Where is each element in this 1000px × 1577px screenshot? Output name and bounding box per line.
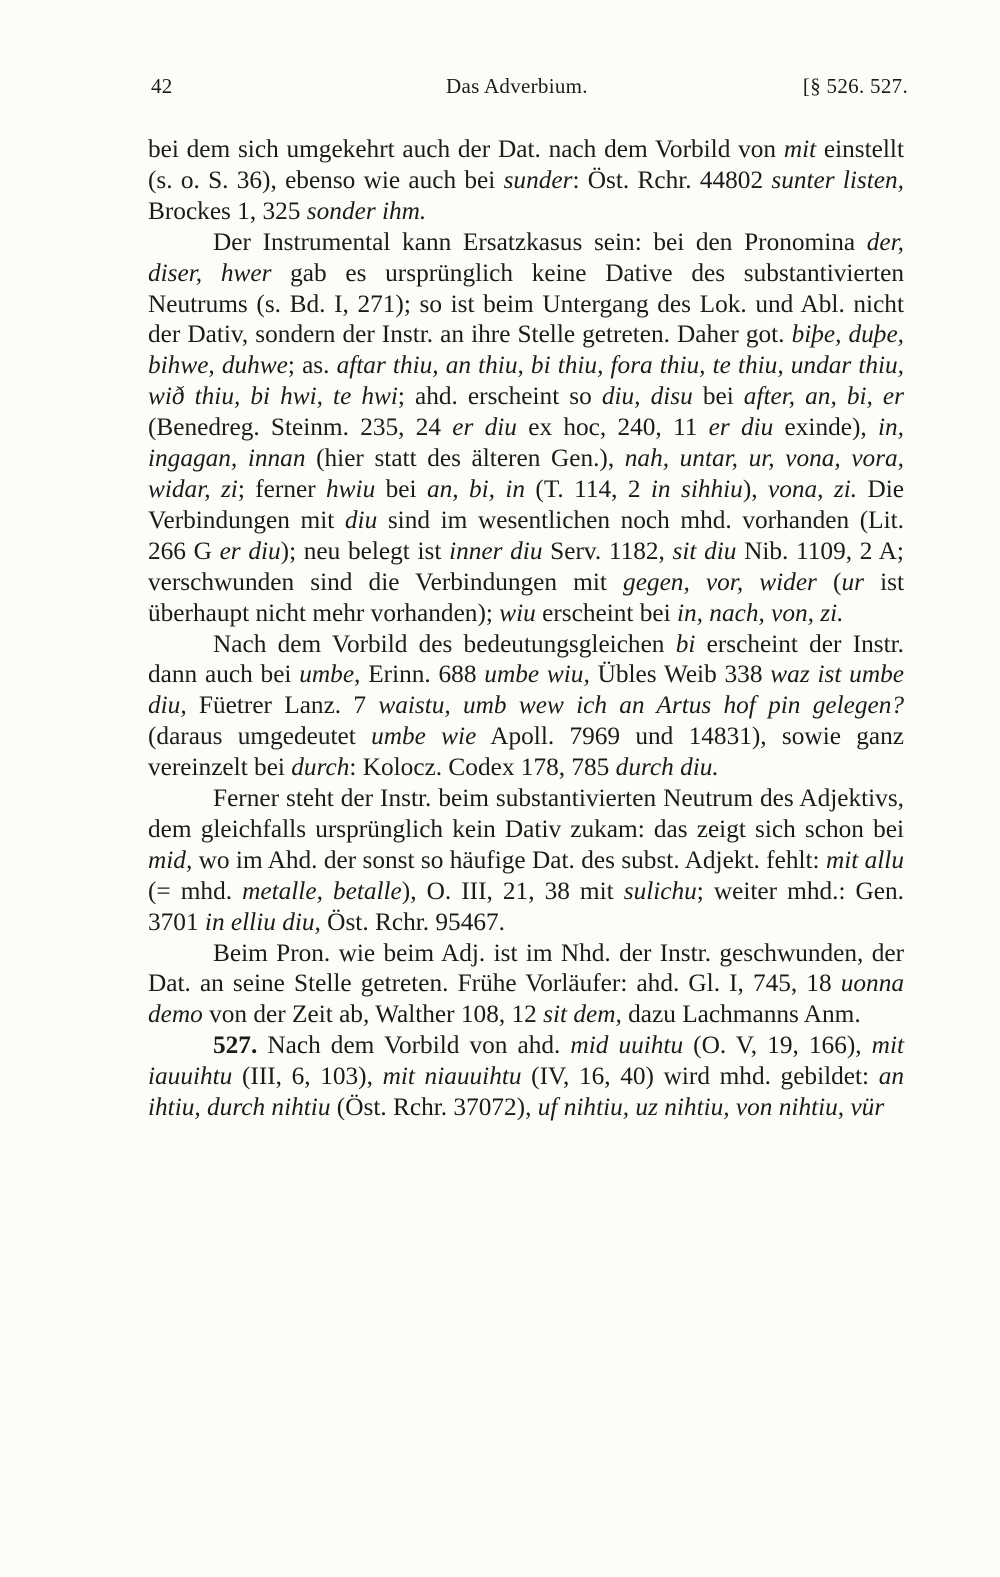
italic-citation: durch diu. xyxy=(615,753,719,782)
italic-citation: umbe wie xyxy=(371,722,477,751)
text-run: (IV, 16, 40) wird mhd. gebildet: xyxy=(521,1062,879,1091)
italic-citation: aftar thiu, an thiu, bi thiu, fora thiu, te thiu, undar thiu, wið thiu, bi hwi, te hwi xyxy=(148,351,905,411)
italic-citation: after, an, bi, er xyxy=(743,382,904,411)
italic-citation: sulichu xyxy=(623,876,697,905)
italic-citation: ur xyxy=(841,567,864,596)
italic-citation: in sihhiu xyxy=(650,474,743,503)
text-run: ist überhaupt nicht mehr vorhanden); xyxy=(148,567,905,627)
text-run: ), xyxy=(742,474,768,503)
italic-citation: sunter listen, xyxy=(771,165,904,194)
text-run: ex hoc, 240, 11 xyxy=(516,413,709,442)
text-run: (daraus umgedeutet xyxy=(148,722,372,751)
text-run: gab es ursprünglich keine Dative des substantivierten Neutrums (s. Bd. I, 271); so ist beim Untergang des Lok. und Abl. nicht der Dativ, sondern der Instr. an ihre Stelle getreten. Daher got. xyxy=(148,258,904,349)
italic-citation: er diu xyxy=(708,413,774,442)
text-run: exinde), xyxy=(773,413,878,442)
text-run: von der Zeit ab, Walther 108, 12 xyxy=(202,1000,544,1029)
text-run: sind im wesentlichen noch mhd. vorhanden (Lit. 266 G xyxy=(148,505,904,565)
text-run: Ferner steht der Instr. beim substantivierten Neutrum des Adjektivs, dem gleichfalls ursprünglich kein Dativ zukam: das zeigt sich schon bei xyxy=(148,784,904,843)
text-run: (= mhd. xyxy=(148,876,243,905)
text-run: ; ahd. erscheint so xyxy=(397,382,602,411)
italic-citation: er diu xyxy=(452,413,517,442)
text-run: einstellt (s. o. S. 36), ebenso wie auch bei xyxy=(148,135,904,194)
italic-citation: in, ingagan, innan xyxy=(148,413,904,473)
italic-citation: durch xyxy=(291,753,350,782)
text-run: Brockes 1, 325 xyxy=(148,196,307,225)
italic-citation: mit niauuihtu xyxy=(382,1062,522,1091)
italic-citation: waistu, umb wew ich an Artus hof pin gelegen? xyxy=(378,691,904,720)
text-run: ), O. III, 21, 38 mit xyxy=(401,876,624,905)
body-text xyxy=(148,134,904,1123)
italic-citation: metalle, betalle xyxy=(242,876,402,905)
paragraph xyxy=(148,629,904,784)
italic-citation: waz ist umbe diu, xyxy=(148,660,904,720)
italic-citation: an, bi, in xyxy=(426,474,526,503)
text-run: dazu Lachmanns Anm. xyxy=(621,1000,861,1029)
text-run: Öst. Rchr. 95467. xyxy=(320,907,505,936)
italic-citation: mit xyxy=(783,135,817,163)
section-number: 527. xyxy=(213,1031,258,1060)
text-run: ; weiter mhd.: Gen. 3701 xyxy=(148,876,904,936)
italic-citation: er diu xyxy=(219,536,281,565)
text-run: : Kolocz. Codex 178, 785 xyxy=(349,753,616,782)
text-run: Serv. 1182, xyxy=(542,536,673,565)
text-run: (O. V, 19, 166), xyxy=(683,1031,872,1060)
section-reference: [§ 526. 527. xyxy=(802,74,908,98)
text-run: (Öst. Rchr. 37072), xyxy=(330,1093,538,1122)
text-run: Nach dem Vorbild des bedeutungsgleichen xyxy=(213,629,676,658)
text-run: Der Instrumental kann Ersatzkasus sein: bei den Pronomina xyxy=(213,227,867,256)
italic-citation: diu xyxy=(344,505,378,534)
italic-citation: sit diu xyxy=(672,536,737,565)
italic-citation: gegen, vor, wider xyxy=(623,567,817,596)
text-run: : Öst. Rchr. 44802 xyxy=(572,165,772,194)
text-run: (Benedreg. Steinm. 235, 24 xyxy=(148,413,453,442)
italic-citation: mit iauuihtu xyxy=(148,1031,904,1091)
italic-citation: hwiu xyxy=(326,474,376,503)
text-run: Übles Weib 338 xyxy=(589,660,771,689)
italic-citation: sonder ihm. xyxy=(306,196,427,225)
text-run: erscheint bei xyxy=(535,598,677,627)
paragraph xyxy=(148,227,904,629)
italic-citation: biþe, duþe, bihwe, duhwe xyxy=(148,320,904,380)
text-run: Erinn. 688 xyxy=(360,660,485,689)
text-run: bei dem sich umgekehrt auch der Dat. nach dem Vorbild von xyxy=(148,135,784,163)
italic-citation: in elliu diu, xyxy=(204,907,321,936)
italic-citation: in, nach, von, zi. xyxy=(676,598,844,627)
paragraph xyxy=(148,134,904,227)
text-run: wo im Ahd. der sonst so häufige Dat. des subst. Adjekt. fehlt: xyxy=(192,845,826,874)
italic-citation: sunder xyxy=(503,165,573,194)
italic-citation: wiu xyxy=(499,598,536,627)
text-run: ); neu belegt ist xyxy=(280,536,450,565)
text-run: bei xyxy=(692,382,744,411)
text-run: (III, 6, 103), xyxy=(232,1062,383,1091)
running-title: Das Adverbium. xyxy=(446,74,588,98)
italic-citation: vona, zi. xyxy=(767,474,858,503)
italic-citation: mid uuihtu xyxy=(570,1031,684,1060)
text-run: Apoll. 7969 und 14831), sowie ganz vereinzelt bei xyxy=(148,722,905,782)
italic-citation: der, diser, hwer xyxy=(148,227,904,287)
text-run: bei xyxy=(375,474,427,503)
italic-citation: diu, disu xyxy=(601,382,693,411)
text-run: ; as. xyxy=(287,351,337,380)
text-run: (T. 114, 2 xyxy=(525,474,651,503)
italic-citation: sit dem, xyxy=(543,1000,622,1029)
italic-citation: uonna demo xyxy=(148,969,904,1029)
italic-citation: an ihtiu, durch nihtiu xyxy=(148,1062,905,1122)
text-run: Beim Pron. wie beim Adj. ist im Nhd. der Instr. geschwunden, der Dat. an seine Stelle getreten. Frühe Vorläufer: ahd. Gl. I, 745, 18 xyxy=(148,938,904,998)
italic-citation: umbe, xyxy=(299,660,361,689)
text-run: ( xyxy=(816,567,842,596)
italic-citation: nah, untar, ur, vona, vora, widar, zi xyxy=(148,444,905,503)
text-run: erscheint der Instr. dann auch bei xyxy=(148,629,904,689)
text-run: Füetrer Lanz. 7 xyxy=(186,691,379,720)
text-run: Nib. 1109, 2 A; verschwunden sind die Verbindungen mit xyxy=(148,536,904,596)
paragraph xyxy=(148,783,904,938)
italic-citation: mid, xyxy=(148,845,193,874)
italic-citation: bi xyxy=(675,629,696,658)
text-run: Nach dem Vorbild von ahd. xyxy=(257,1031,571,1060)
italic-citation: mit allu xyxy=(825,845,904,874)
italic-citation: umbe wiu, xyxy=(484,660,590,689)
text-run: (hier statt des älteren Gen.), xyxy=(305,444,625,473)
italic-citation: inner diu xyxy=(449,536,543,565)
running-header xyxy=(151,74,908,106)
text-run: ; ferner xyxy=(237,474,327,503)
paragraph xyxy=(148,938,904,1031)
paragraph xyxy=(148,1030,904,1123)
italic-citation: uf nihtiu, uz nihtiu, von nihtiu, vür xyxy=(537,1093,885,1122)
page-number: 42 xyxy=(151,74,173,98)
text-run: Die Verbindungen mit xyxy=(148,474,904,534)
